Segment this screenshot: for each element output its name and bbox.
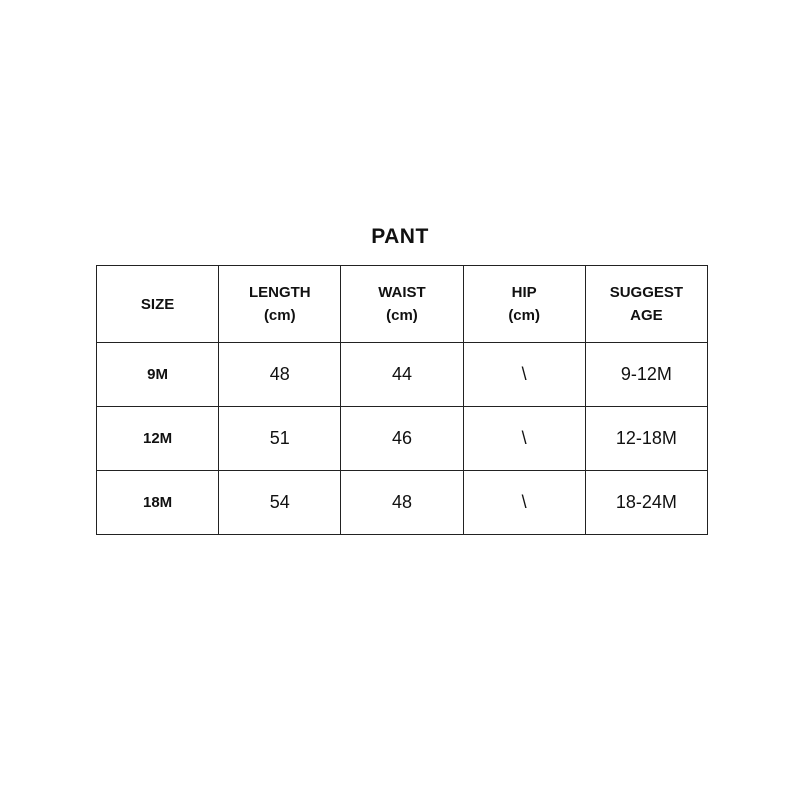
age-cell: 9-12M: [585, 343, 707, 407]
size-table: [96, 265, 708, 535]
header-hip-label: HIP: [511, 284, 537, 301]
header-length-label: LENGTH: [248, 284, 311, 301]
hip-cell: \: [463, 407, 585, 471]
age-cell: 12-18M: [585, 407, 707, 471]
header-cell-waist: [341, 266, 463, 343]
header-waist-label: WAIST: [378, 284, 426, 301]
header-waist-unit: (cm): [386, 307, 418, 324]
header-cell-length: [219, 266, 341, 343]
header-cell-suggest-age: [585, 266, 707, 343]
hip-cell: \: [463, 343, 585, 407]
header-length-unit: (cm): [263, 307, 296, 324]
header-hip-unit: (cm): [508, 307, 540, 324]
waist-cell: 48: [341, 471, 463, 535]
hip-cell: \: [463, 471, 585, 535]
chart-title: PANT: [371, 225, 429, 248]
waist-cell: 46: [341, 407, 463, 471]
length-cell: 54: [219, 471, 341, 535]
size-cell: 9M: [97, 343, 219, 407]
header-cell-hip: [463, 266, 585, 343]
table-row: [97, 407, 708, 471]
header-suggest-label: SUGGEST: [609, 284, 684, 301]
age-cell: 18-24M: [585, 471, 707, 535]
size-cell: 12M: [97, 407, 219, 471]
header-age-label: AGE: [630, 307, 663, 324]
length-cell: 48: [219, 343, 341, 407]
size-cell: 18M: [97, 471, 219, 535]
length-cell: 51: [219, 407, 341, 471]
table-row: [97, 343, 708, 407]
header-cell-size: [97, 266, 219, 343]
table-row: [97, 471, 708, 535]
waist-cell: 44: [341, 343, 463, 407]
header-size-label: SIZE: [140, 295, 175, 313]
header-row: [97, 266, 708, 343]
